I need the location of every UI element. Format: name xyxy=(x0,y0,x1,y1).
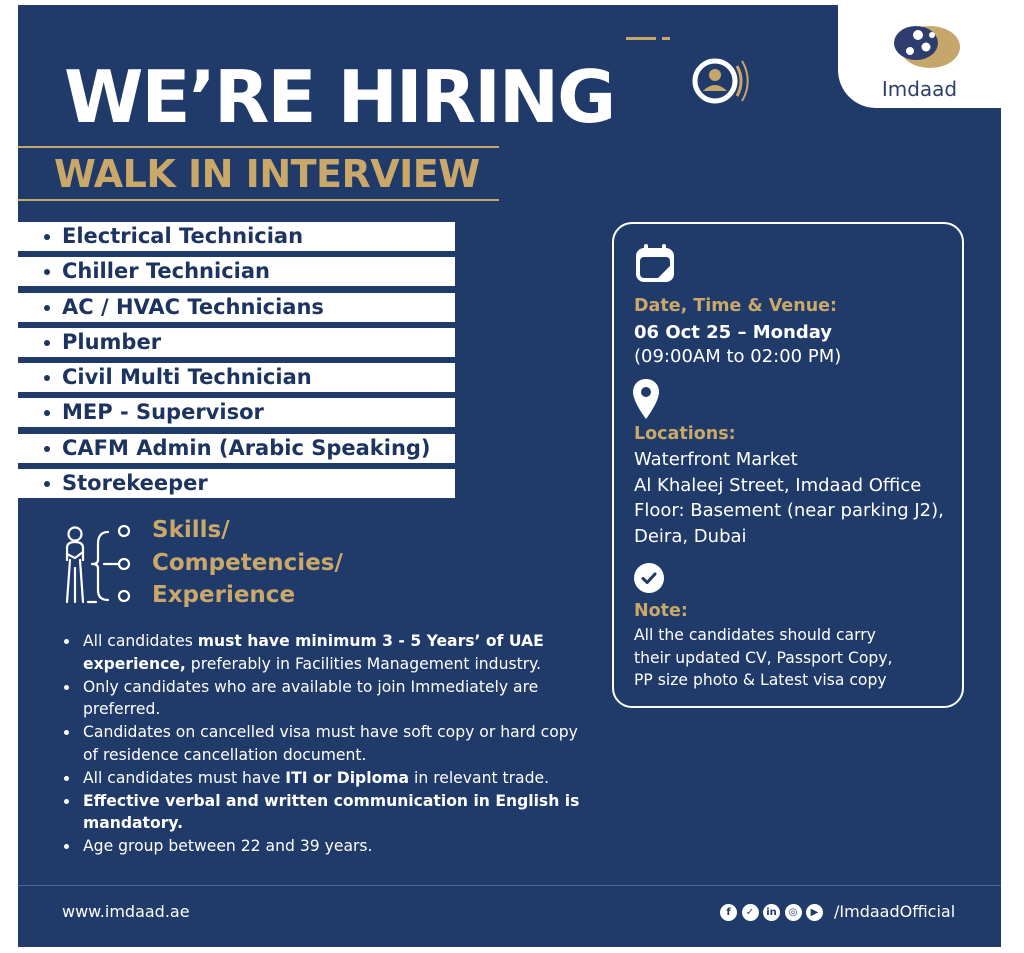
date-heading: Date, Time & Venue: xyxy=(634,296,838,316)
requirement-text: All candidates xyxy=(83,632,198,650)
logo-card xyxy=(838,5,1001,108)
headline: WE’RE HIRING xyxy=(64,55,615,139)
calendar-icon xyxy=(634,243,676,285)
requirement-emphasis: Effective verbal and written communication in English is mandatory. xyxy=(83,791,580,833)
locations-list xyxy=(634,447,944,549)
location-line: Waterfront Market xyxy=(634,449,798,470)
locations-heading: Locations: xyxy=(634,424,736,444)
imdaad-logo-icon xyxy=(888,21,962,73)
subhead-bottom-rule xyxy=(18,199,499,201)
decorative-dash xyxy=(626,37,670,40)
check-circle-icon xyxy=(633,562,665,594)
person-skills-icon xyxy=(62,522,142,608)
facebook-icon[interactable]: f xyxy=(720,904,737,921)
location-line: Floor: Basement (near parking J2), xyxy=(634,500,944,521)
instagram-icon[interactable]: ◎ xyxy=(785,904,802,921)
note-heading: Note: xyxy=(634,601,688,621)
logo-text: Imdaad xyxy=(881,77,958,101)
job-item: MEP - Supervisor xyxy=(18,398,455,427)
user-icon xyxy=(682,46,752,116)
interview-time: (09:00AM to 02:00 PM) xyxy=(634,346,842,367)
location-pin-icon xyxy=(632,378,660,420)
job-item: Electrical Technician xyxy=(18,222,455,251)
note-line: All the candidates should carry xyxy=(634,626,876,644)
skills-heading-line: Competencies/ xyxy=(152,549,343,576)
interview-date: 06 Oct 25 – Monday xyxy=(634,322,833,343)
footer-divider xyxy=(18,885,1001,886)
job-item: Storekeeper xyxy=(18,469,455,498)
requirement-emphasis: must have minimum 3 - 5 Years’ of UAE experience, xyxy=(83,632,544,673)
requirements-list xyxy=(62,630,592,858)
social-icons xyxy=(720,904,823,922)
job-item: AC / HVAC Technicians xyxy=(18,293,455,322)
social-handle[interactable]: /ImdaadOfficial xyxy=(834,902,956,921)
location-line: Al Khaleej Street, Imdaad Office xyxy=(634,474,922,496)
twitter-icon[interactable]: ✓ xyxy=(742,904,759,921)
requirement-item: Age group between 22 and 39 years. xyxy=(62,835,592,858)
subhead-top-rule xyxy=(18,146,499,148)
job-item: Chiller Technician xyxy=(18,257,455,286)
skills-heading-line: Experience xyxy=(152,582,296,608)
job-item: CAFM Admin (Arabic Speaking) xyxy=(18,434,455,463)
requirement-item: Only candidates who are available to join Immediately are preferred. xyxy=(62,676,592,722)
note-line: PP size photo & Latest visa copy xyxy=(634,671,887,690)
requirement-text: in relevant trade. xyxy=(409,768,550,787)
skills-heading xyxy=(152,514,343,612)
requirement-text: All candidates must have xyxy=(83,768,286,787)
subheadline: WALK IN INTERVIEW xyxy=(54,152,480,196)
skills-heading-line: Skills/ xyxy=(152,517,230,543)
job-list xyxy=(18,222,455,504)
requirement-emphasis: ITI or Diploma xyxy=(285,768,410,787)
note-list xyxy=(634,624,893,692)
requirement-item xyxy=(62,790,592,836)
job-item: Plumber xyxy=(18,328,455,357)
website-link[interactable]: www.imdaad.ae xyxy=(62,902,190,921)
linkedin-icon[interactable]: in xyxy=(763,904,780,921)
requirement-text: preferably in Facilities Management industry. xyxy=(185,654,542,673)
requirement-item xyxy=(62,630,592,676)
job-item: Civil Multi Technician xyxy=(18,363,455,392)
requirement-item xyxy=(62,767,592,790)
youtube-icon[interactable]: ▶ xyxy=(806,904,823,921)
requirement-item: Candidates on cancelled visa must have soft copy or hard copy of residence cancellation document. xyxy=(62,721,592,767)
location-line: Deira, Dubai xyxy=(634,525,747,547)
note-line: their updated CV, Passport Copy, xyxy=(634,648,893,667)
